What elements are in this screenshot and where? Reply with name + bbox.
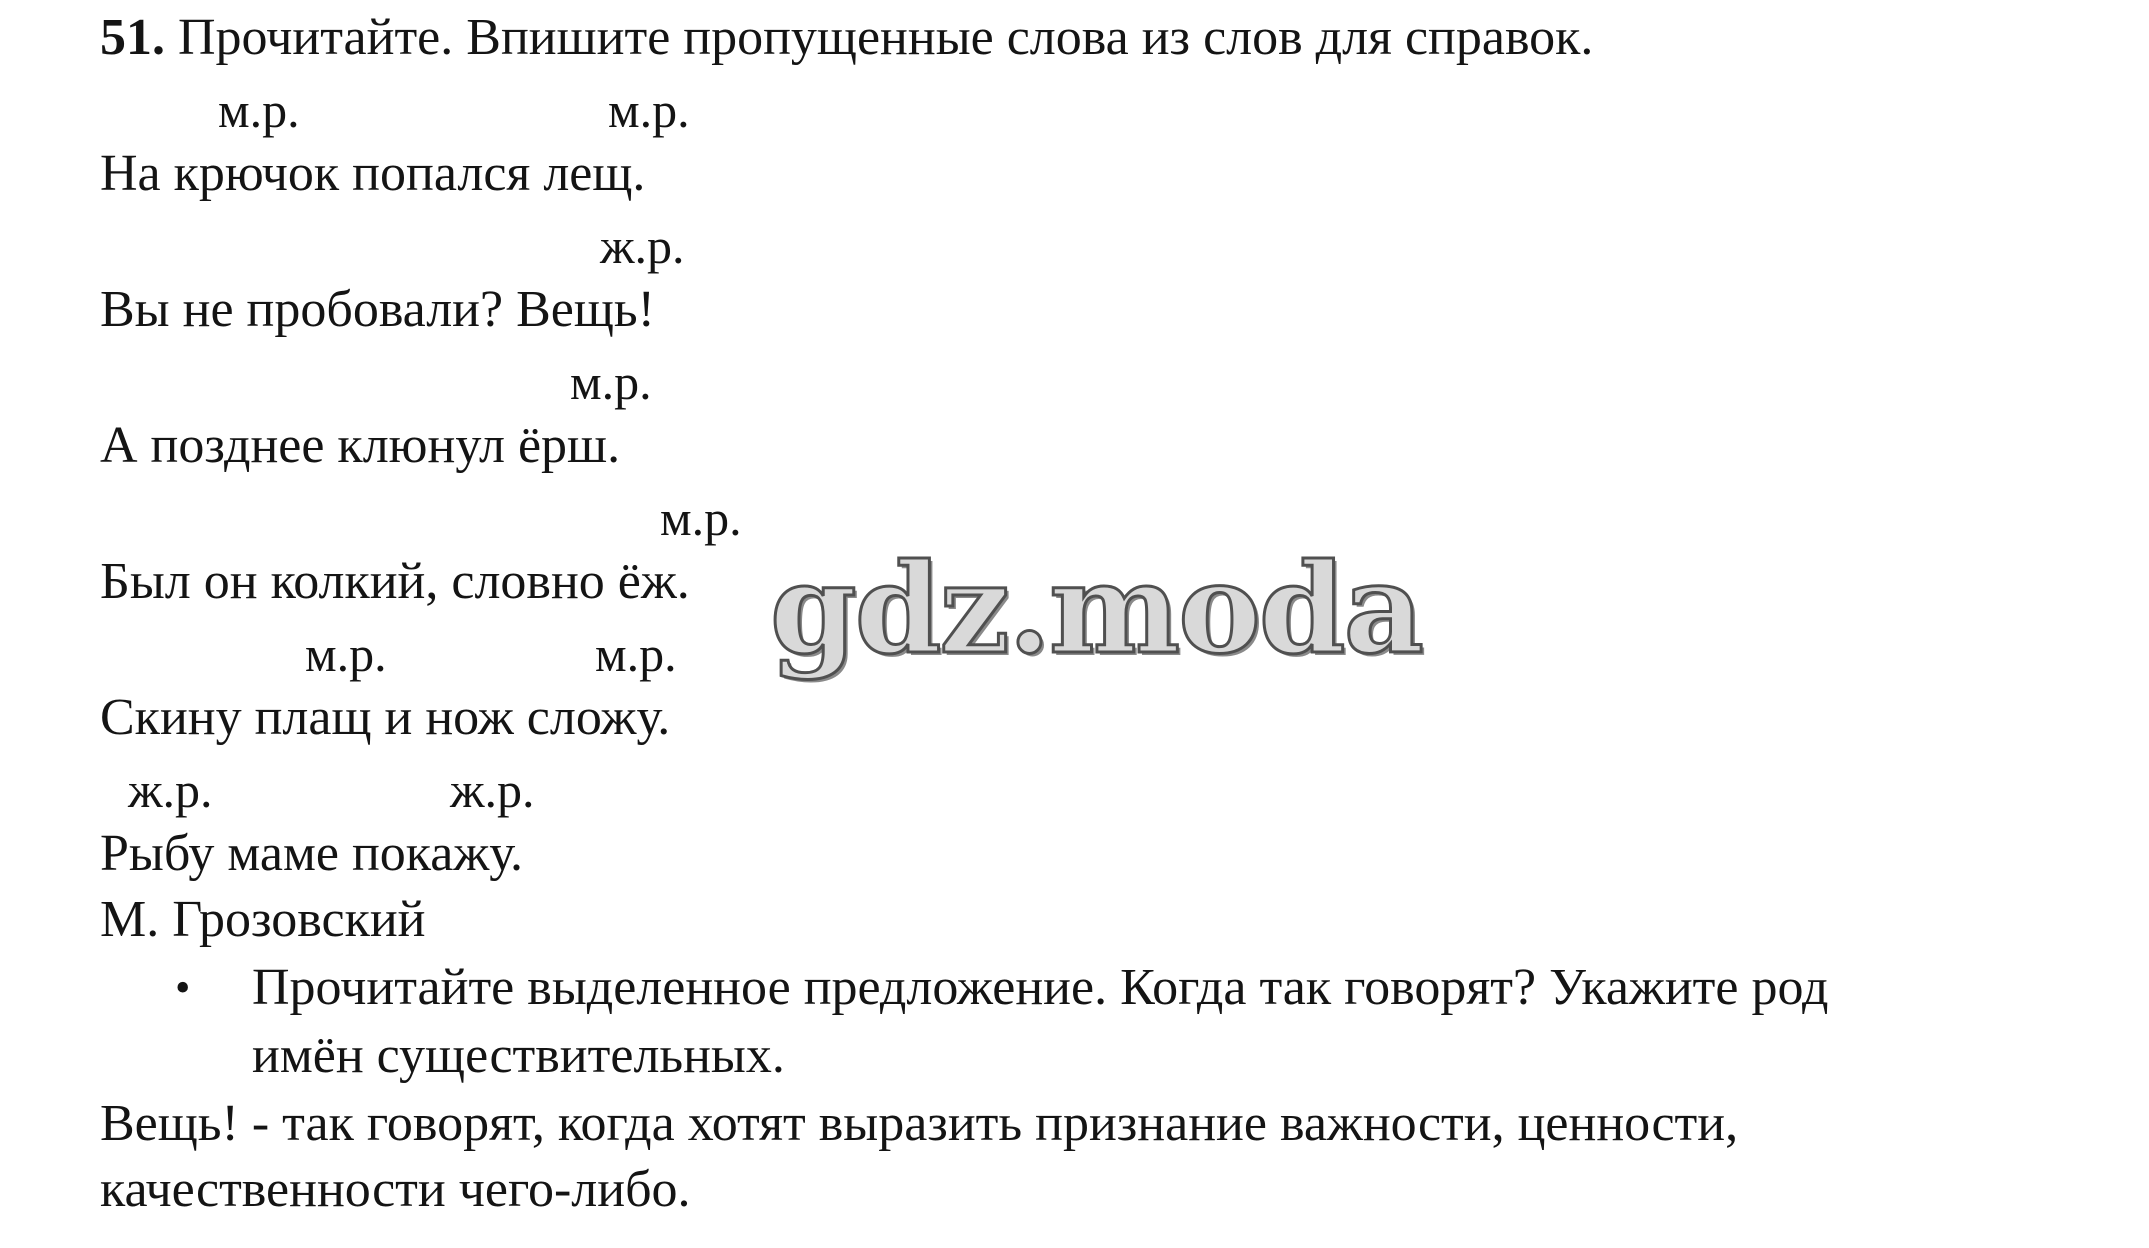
poem-line: Скину плащ и нож сложу. xyxy=(100,689,671,746)
watermark-logo: gdz.moda xyxy=(770,537,1422,682)
cropped-text-fragment xyxy=(700,0,1060,6)
task-text-line-2: имён существительных. xyxy=(252,1027,785,1084)
gender-annotation: м.р. xyxy=(305,626,387,682)
exercise-instruction: Прочитайте. Впишите пропущенные слова из слов для справок. xyxy=(178,9,1594,66)
answer-text-line-2: качественности чего-либо. xyxy=(100,1161,691,1218)
exercise-heading xyxy=(100,8,1593,68)
gender-annotation: ж.р. xyxy=(450,762,535,818)
gender-annotation: ж.р. xyxy=(128,762,213,818)
poem-line: А позднее клюнул ёрш. xyxy=(100,417,621,474)
gender-annotation: м.р. xyxy=(595,626,677,682)
poem-line: Рыбу маме покажу. xyxy=(100,825,524,882)
gender-annotation: м.р. xyxy=(660,490,742,546)
poem-author: М. Грозовский xyxy=(100,891,426,948)
exercise-number: 51. xyxy=(100,9,165,66)
gender-annotation: м.р. xyxy=(218,82,300,138)
gender-annotation: м.р. xyxy=(570,354,652,410)
gender-annotation: ж.р. xyxy=(600,218,685,274)
gender-annotation: м.р. xyxy=(608,82,690,138)
bullet-icon: • xyxy=(175,963,191,1012)
answer-text-line-1: Вещь! - так говорят, когда хотят выразить признание важности, ценности, xyxy=(100,1095,1739,1152)
task-text-line-1: Прочитайте выделенное предложение. Когда так говорят? Укажите род xyxy=(252,959,1829,1016)
poem-line-highlighted: Вы не пробовали? Вещь! xyxy=(100,281,655,338)
poem-line: Был он колкий, словно ёж. xyxy=(100,553,690,610)
poem-line: На крючок попался лещ. xyxy=(100,145,646,202)
